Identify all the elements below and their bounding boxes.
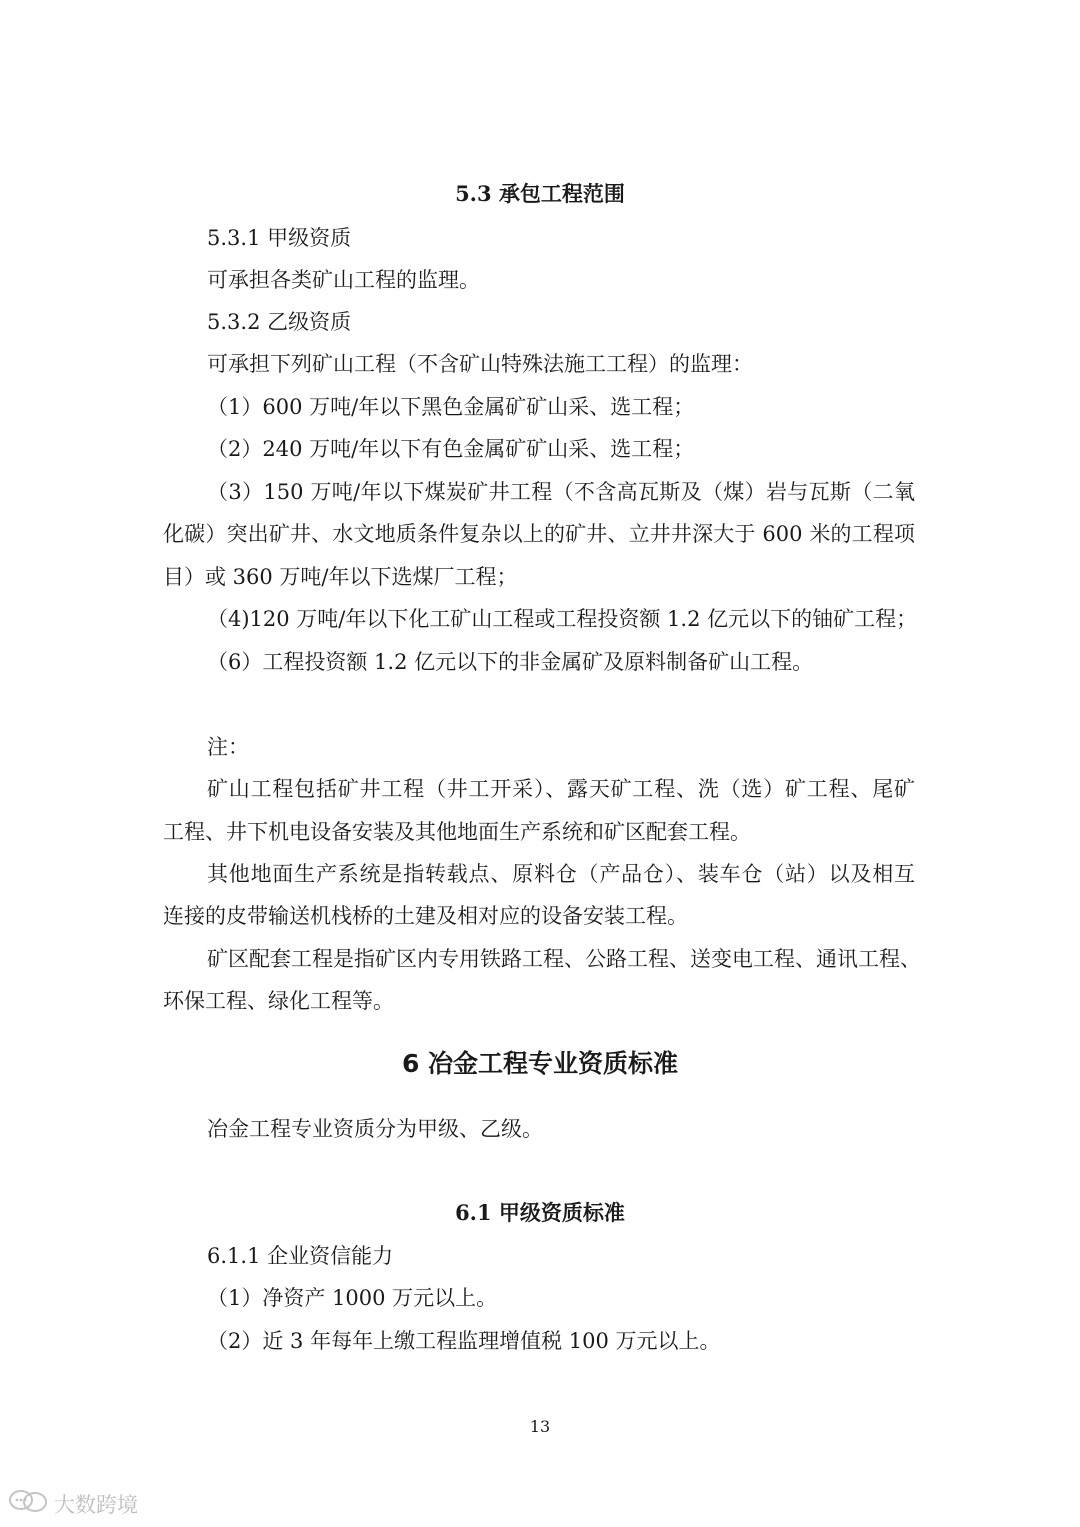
paragraph: 矿区配套工程是指矿区内专用铁路工程、公路工程、送变电工程、通讯工程、: [207, 947, 921, 971]
list-item: （1）600 万吨/年以下黑色金属矿矿山采、选工程；: [207, 395, 695, 419]
paragraph: 可承担各类矿山工程的监理。: [207, 268, 480, 292]
section-heading-5-3: 5.3 承包工程范围: [455, 181, 625, 206]
list-item-continuation: 化碳）突出矿井、水文地质条件复杂以上的矿井、立井井深大于 600 米的工程项: [163, 522, 915, 546]
list-item: （2）近 3 年每年上缴工程监理增值税 100 万元以上。: [207, 1329, 721, 1353]
chat-bubbles-logo-icon: [8, 1488, 48, 1519]
list-item: （1）净资产 1000 万元以上。: [207, 1286, 498, 1310]
watermark-text: 大数跨境: [54, 1492, 138, 1517]
paragraph: 矿山工程包括矿井工程（井工开采）、露天矿工程、洗（选）矿工程、尾矿: [207, 777, 915, 801]
page-number: 13: [529, 1417, 551, 1436]
paragraph: 其他地面生产系统是指转载点、原料仓（产品仓）、装车仓（站）以及相互: [207, 862, 915, 886]
paragraph-continuation: 工程、井下机电设备安装及其他地面生产系统和矿区配套工程。: [163, 820, 751, 844]
paragraph-continuation: 环保工程、绿化工程等。: [163, 989, 394, 1013]
subsection-title-5-3-1: 5.3.1 甲级资质: [207, 226, 352, 250]
chapter-heading-6: 6 冶金工程专业资质标准: [401, 1049, 679, 1078]
note-label: 注：: [207, 735, 249, 759]
paragraph: 可承担下列矿山工程（不含矿山特殊法施工工程）的监理：: [207, 352, 753, 376]
watermark: [8, 1488, 138, 1519]
paragraph-continuation: 连接的皮带输送机栈桥的土建及相对应的设备安装工程。: [163, 904, 688, 928]
list-item: （2）240 万吨/年以下有色金属矿矿山采、选工程；: [207, 437, 695, 461]
list-item-continuation: 目）或 360 万吨/年以下选煤厂工程；: [163, 565, 518, 589]
list-item: （3）150 万吨/年以下煤炭矿井工程（不含高瓦斯及（煤）岩与瓦斯（二氧: [207, 480, 915, 504]
subsection-title-6-1-1: 6.1.1 企业资信能力: [207, 1244, 394, 1268]
subsection-title-5-3-2: 5.3.2 乙级资质: [207, 310, 352, 334]
list-item: （6）工程投资额 1.2 亿元以下的非金属矿及原料制备矿山工程。: [207, 650, 814, 674]
list-item: （4)120 万吨/年以下化工矿山工程或工程投资额 1.2 亿元以下的铀矿工程；: [207, 607, 918, 631]
paragraph: 冶金工程专业资质分为甲级、乙级。: [207, 1117, 543, 1141]
section-heading-6-1: 6.1 甲级资质标准: [455, 1200, 625, 1225]
